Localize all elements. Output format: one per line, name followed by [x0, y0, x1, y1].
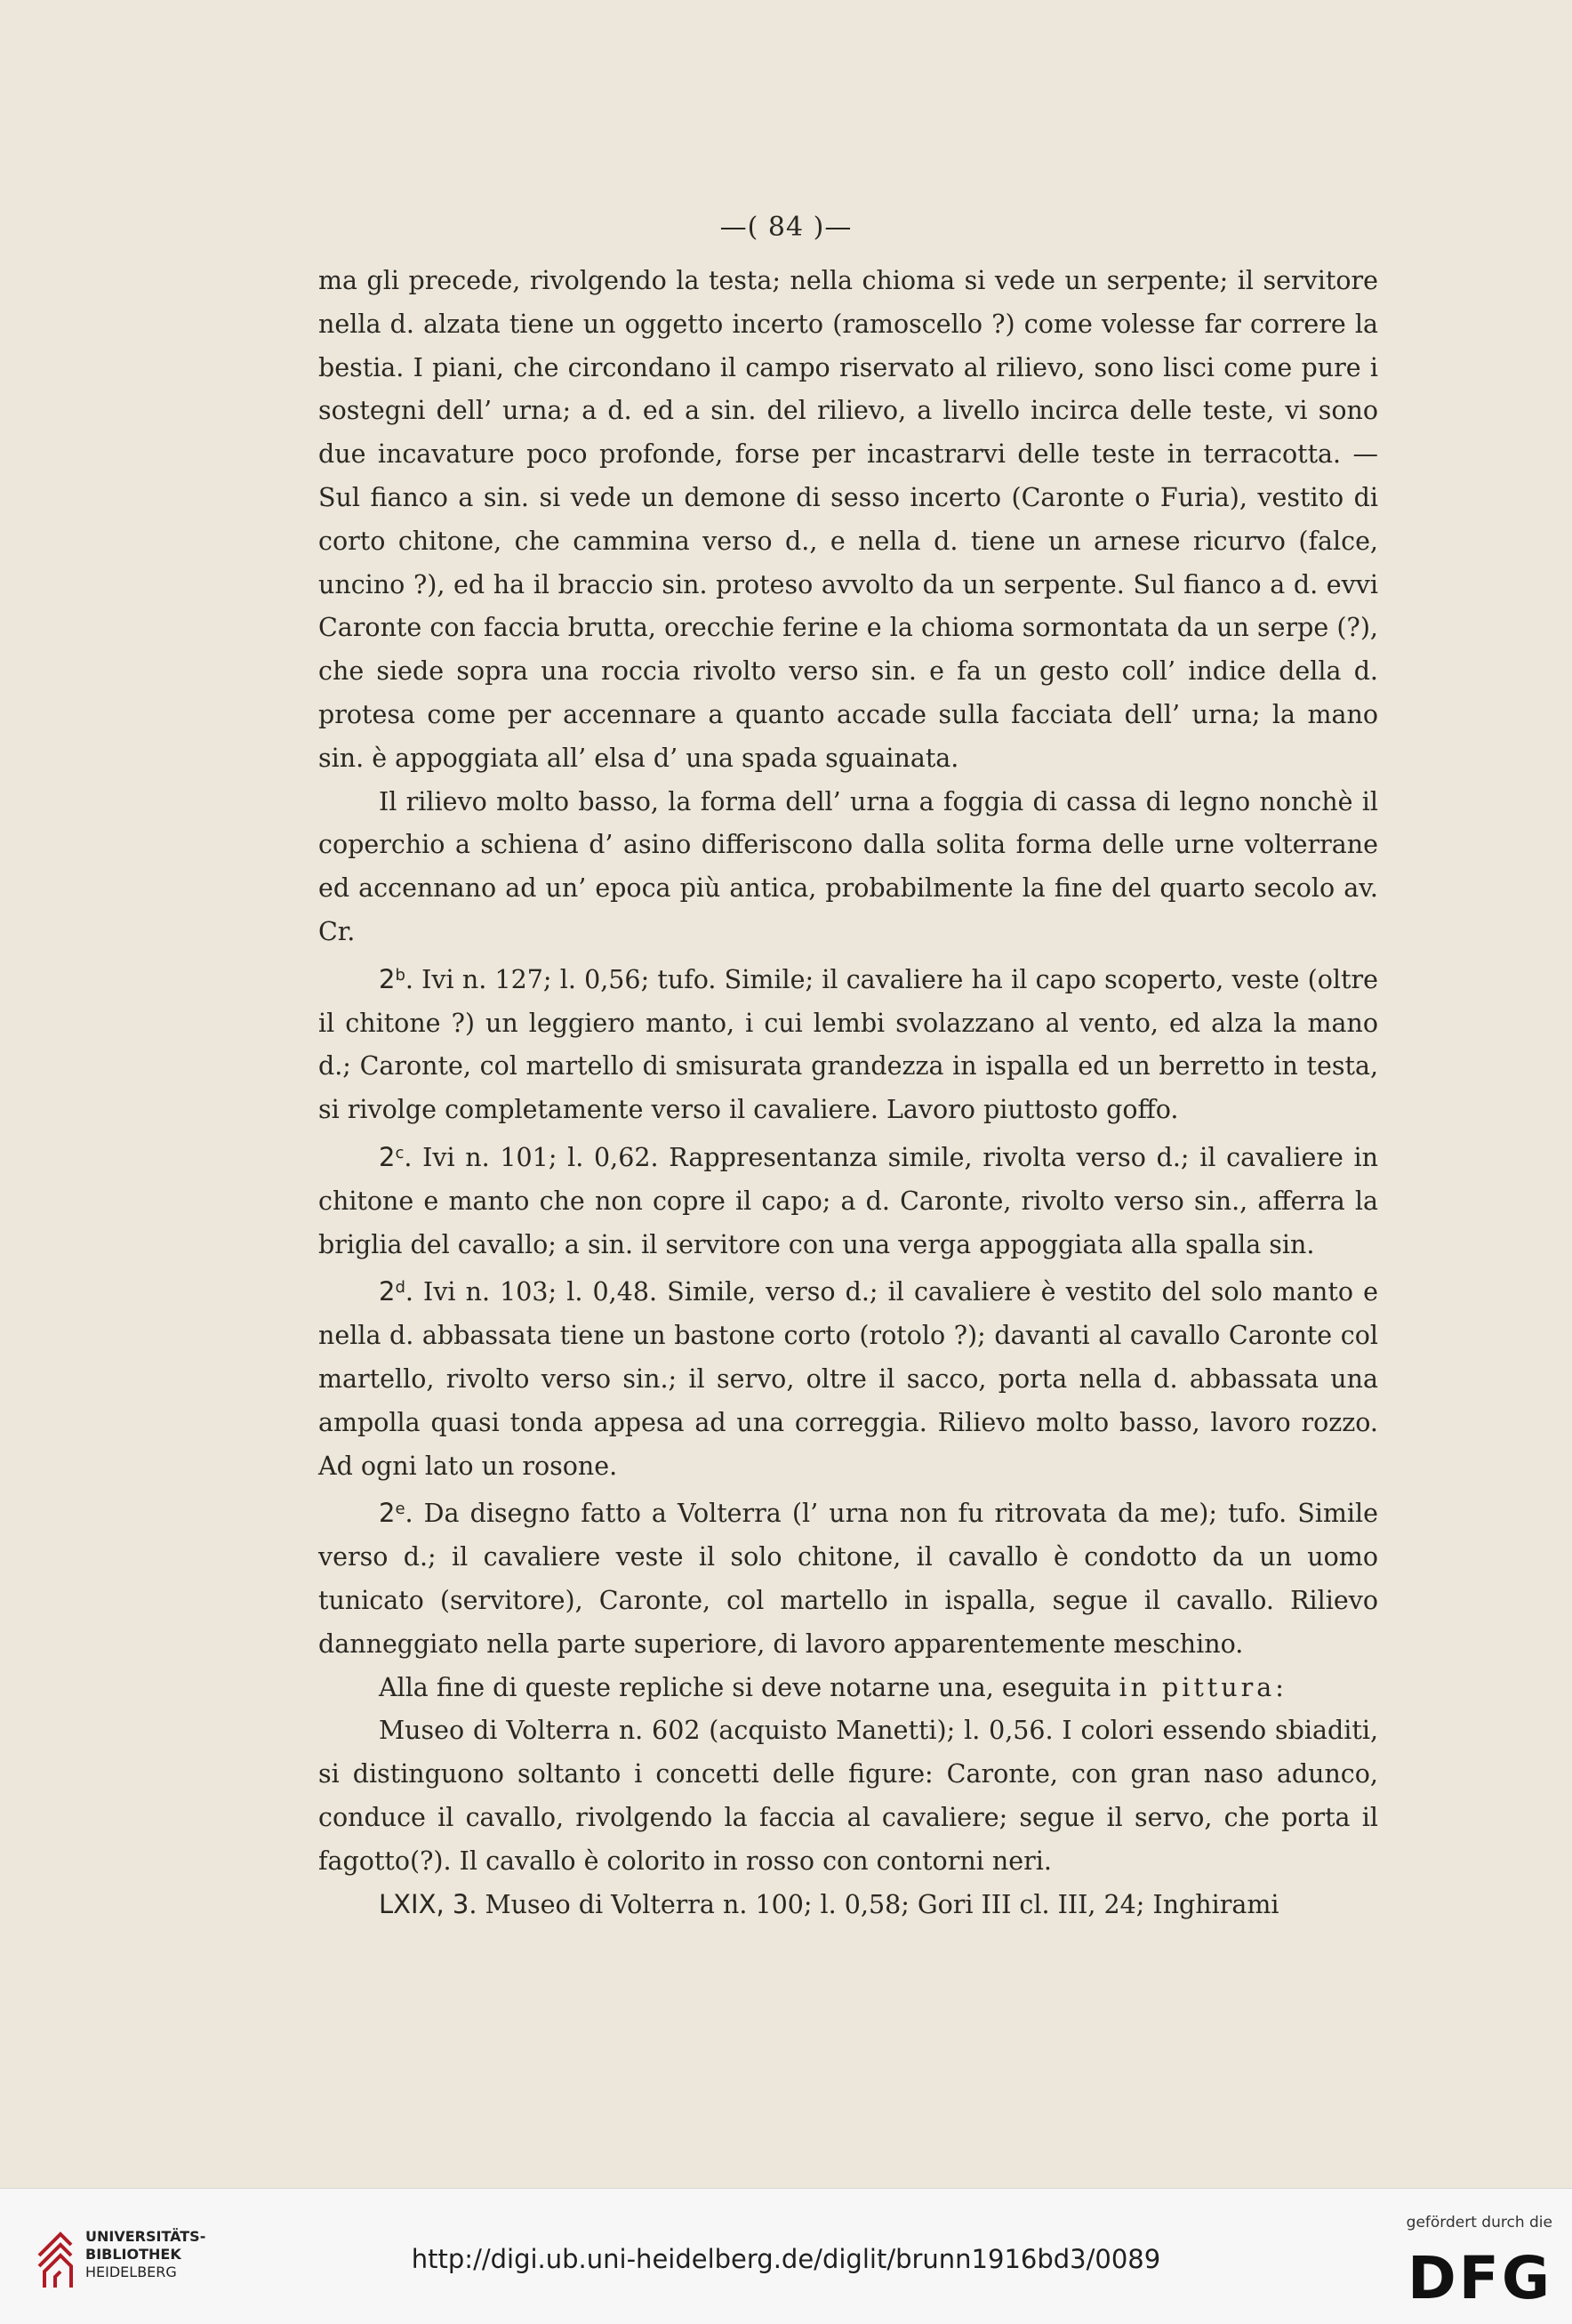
body-text — [318, 260, 1378, 1927]
paragraph-1: ma gli precede, rivolgendo la testa; nella chioma si vede un serpente; il servitore nella d. alzata tiene un oggetto incerto (ramoscello ?) come volesse far correre la bestia. I piani, che circondano il campo riservato al rilievo, sono lisci come pure i sostegni dell’ urna; a d. ed a sin. del rilievo, a livello incirca delle teste, vi sono due incavature poco profonde, forse per incastrarvi delle teste in terracotta. — Sul fianco a sin. si vede un demone di sesso incerto (Caronte o Furia), vestito di corto chitone, che cammina verso d., e nella d. tiene un arnese ricurvo (falce, uncino ?), ed ha il braccio sin. proteso avvolto da un serpente. Sul fianco a d. evvi Caronte con faccia brutta, orecchie ferine e la chioma sormontata da un serpe (?), che siede sopra una roccia rivolto verso sin. e fa un gesto coll’ indice della d. protesa come per accennare a quanto accade sulla facciata dell’ urna; la mano sin. è appoggiata all’ elsa d’ una spada sguainata. — [318, 266, 1378, 773]
paragraph-pittura: Alla fine di queste repliche si deve notarne una, eseguita in pittura: — [379, 1672, 1284, 1702]
entry-2d — [318, 1267, 1378, 1488]
entry-text: . Ivi n. 127; l. 0,56; tufo. Simile; il cavaliere ha il capo scoperto, veste (oltre il chitone ?) un leggiero manto, i cui lembi svolazzano al vento, ed alza la mano d.; Caronte, col martello di smisurata grandezza in ispalla ed un berretto in testa, si rivolge completamente verso il cavaliere. Lavoro piuttosto goffo. — [318, 964, 1378, 1125]
entry-2e — [318, 1488, 1378, 1666]
entry-number: LXIX, 3 — [379, 1889, 469, 1920]
page-number: —( 84 )— — [719, 212, 853, 243]
spaced-emphasis: in pittura — [1119, 1672, 1276, 1702]
entry-number: 2e — [379, 1498, 405, 1529]
entry-2c — [318, 1132, 1378, 1267]
entry-2b — [318, 954, 1378, 1132]
entry-lxix-3 — [318, 1883, 1378, 1927]
dfg-logo: DFG — [1407, 2244, 1552, 2312]
entry-number: 2$^c$ — [379, 1141, 405, 1172]
entry-text: . Da disegno fatto a Volterra (l’ urna non fu ritrovata da me); tufo. Simile verso d.; il cavaliere veste il solo chitone, il cavallo è condotto da un uomo tunicato (servitore), Caronte, col martello in ispalla, segue il cavallo. Rilievo danneggiato nella parte superiore, di lavoro apparentemente meschino. — [318, 1499, 1378, 1659]
entry-text: . Ivi n. 103; l. 0,48. Simile, verso d.; il cavaliere è vestito del solo manto e nella d. abbassata tiene un bastone corto (rotolo ?); davanti al cavallo Caronte col martello, rivolto verso sin.; il servo, oltre il sacco, porta nella d. abbassata una ampolla quasi tonda appesa ad una correggia. Rilievo molto basso, lavoro rozzo. Ad ogni lato un rosone. — [318, 1277, 1378, 1481]
library-name: UNIVERSITÄTS- BIBLIOTHEK HEIDELBERG — [85, 2228, 206, 2280]
funding-label: gefördert durch die — [1406, 2214, 1552, 2232]
entry-number: 2$^b$ — [379, 963, 405, 994]
footer-bar — [0, 2188, 1572, 2324]
entry-text: . Ivi n. 101; l. 0,62. Rappresentanza simile, rivolta verso d.; il cavaliere in chitone e manto che non copre il capo; a d. Caronte, rivolto verso sin., afferra la briglia del cavallo; a sin. il servitore con una verga appoggiata alla spalla sin. — [318, 1142, 1378, 1259]
paragraph-museo: Museo di Volterra n. 602 (acquisto Manetti); l. 0,56. I colori essendo sbiaditi, si distinguono soltanto i concetti delle figure: Caronte, con gran naso adunco, conduce il cavallo, rivolgendo la faccia al cavaliere; segue il servo, che porta il fagotto(?). Il cavallo è colorito in rosso con contorni neri. — [318, 1716, 1378, 1876]
entry-number: 2$^d$ — [379, 1276, 405, 1307]
source-url[interactable]: http://digi.ub.uni-heidelberg.de/diglit/brunn1916bd3/0089 — [411, 2244, 1161, 2274]
paragraph-2: Il rilievo molto basso, la forma dell’ urna a foggia di cassa di legno nonchè il coperchio a schiena d’ asino differiscono dalla solita forma delle urne volterrane ed accennano ad un’ epoca più antica, probabilmente la fine del quarto secolo av. Cr. — [318, 786, 1378, 946]
entry-text: . Museo di Volterra n. 100; l. 0,58; Gori III cl. III, 24; Inghirami — [469, 1890, 1279, 1920]
